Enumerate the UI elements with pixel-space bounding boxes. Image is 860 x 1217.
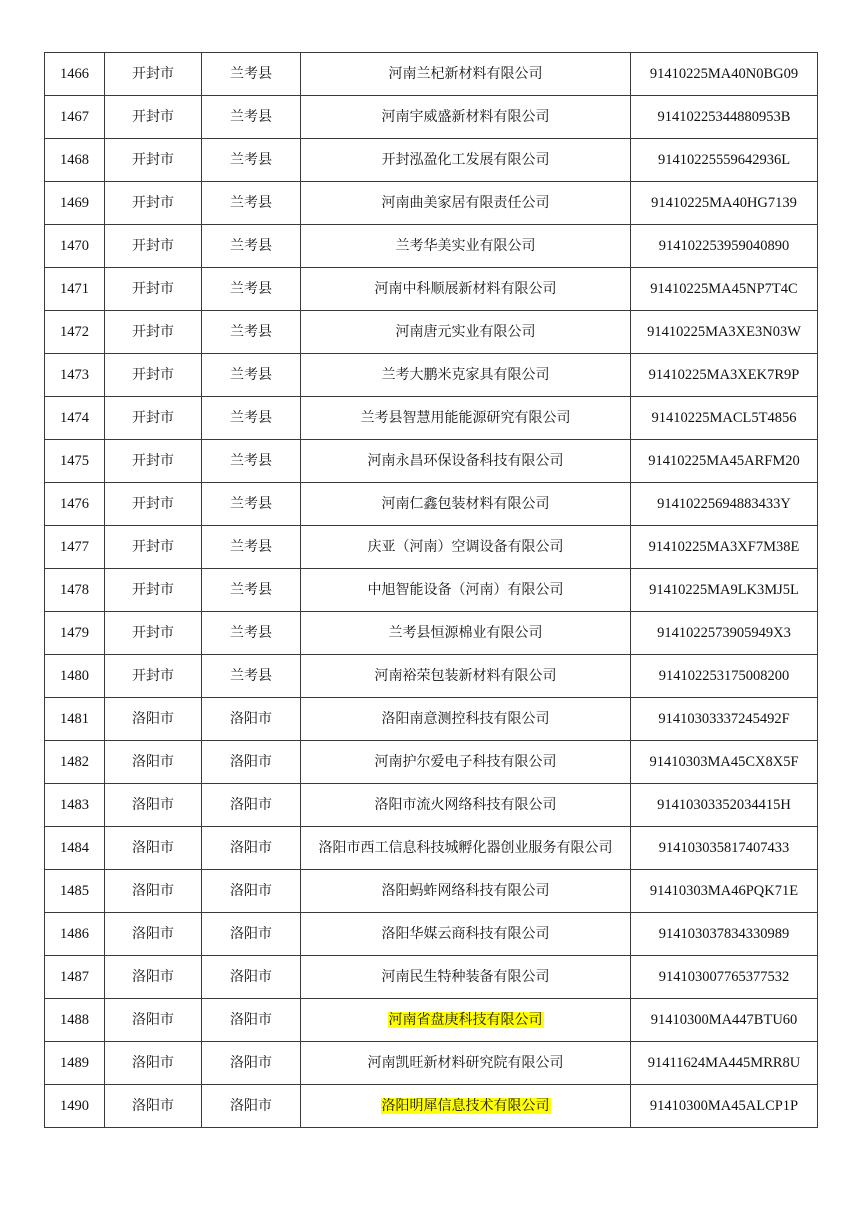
table-row [45,870,818,913]
county-cell: 兰考县 [202,655,301,698]
city-cell: 开封市 [105,569,202,612]
company-name-cell: 庆亚（河南）空调设备有限公司 [301,526,631,569]
credit-code-cell: 914102253175008200 [631,655,818,698]
city-cell: 洛阳市 [105,913,202,956]
row-number-cell: 1469 [45,182,105,225]
credit-code-cell: 91410225MA3XEK7R9P [631,354,818,397]
company-name-cell: 河南宇威盛新材料有限公司 [301,96,631,139]
row-number-cell: 1473 [45,354,105,397]
company-name-cell: 洛阳华媒云商科技有限公司 [301,913,631,956]
company-name-cell: 兰考县智慧用能能源研究有限公司 [301,397,631,440]
table-row [45,182,818,225]
row-number-cell: 1478 [45,569,105,612]
credit-code-cell: 91410300MA447BTU60 [631,999,818,1042]
table-row [45,956,818,999]
company-name-cell: 河南曲美家居有限责任公司 [301,182,631,225]
city-cell: 开封市 [105,268,202,311]
row-number-cell: 1479 [45,612,105,655]
county-cell: 兰考县 [202,526,301,569]
credit-code-cell: 91410225559642936L [631,139,818,182]
credit-code-cell: 91410303MA45CX8X5F [631,741,818,784]
county-cell: 兰考县 [202,354,301,397]
table-row [45,139,818,182]
county-cell: 洛阳市 [202,1085,301,1128]
table-body [45,53,818,1128]
company-name-cell: 兰考华美实业有限公司 [301,225,631,268]
credit-code-cell: 91411624MA445MRR8U [631,1042,818,1085]
row-number-cell: 1484 [45,827,105,870]
row-number-cell: 1470 [45,225,105,268]
table-row [45,268,818,311]
row-number-cell: 1485 [45,870,105,913]
table-row [45,96,818,139]
company-name-cell: 洛阳南意测控科技有限公司 [301,698,631,741]
row-number-cell: 1466 [45,53,105,96]
row-number-cell: 1489 [45,1042,105,1085]
city-cell: 洛阳市 [105,870,202,913]
table-row [45,569,818,612]
county-cell: 洛阳市 [202,698,301,741]
company-name-cell: 兰考县恒源棉业有限公司 [301,612,631,655]
credit-code-cell: 91410225MA40N0BG09 [631,53,818,96]
city-cell: 洛阳市 [105,827,202,870]
credit-code-cell: 91410225MA45NP7T4C [631,268,818,311]
county-cell: 兰考县 [202,311,301,354]
row-number-cell: 1482 [45,741,105,784]
row-number-cell: 1487 [45,956,105,999]
city-cell: 开封市 [105,311,202,354]
county-cell: 兰考县 [202,397,301,440]
row-number-cell: 1476 [45,483,105,526]
credit-code-cell: 91410225344880953B [631,96,818,139]
table-row [45,397,818,440]
county-cell: 兰考县 [202,440,301,483]
county-cell: 洛阳市 [202,741,301,784]
credit-code-cell: 914102253959040890 [631,225,818,268]
credit-code-cell: 91410225694883433Y [631,483,818,526]
table-row [45,526,818,569]
row-number-cell: 1475 [45,440,105,483]
company-name-cell: 中旭智能设备（河南）有限公司 [301,569,631,612]
table-row [45,1042,818,1085]
row-number-cell: 1488 [45,999,105,1042]
credit-code-cell: 91410225MA40HG7139 [631,182,818,225]
company-name-cell: 河南永昌环保设备科技有限公司 [301,440,631,483]
county-cell: 洛阳市 [202,999,301,1042]
credit-code-cell: 914103035817407433 [631,827,818,870]
company-name-cell: 河南护尔爱电子科技有限公司 [301,741,631,784]
county-cell: 洛阳市 [202,784,301,827]
table-row [45,53,818,96]
table-row [45,483,818,526]
table-row [45,655,818,698]
county-cell: 兰考县 [202,53,301,96]
county-cell: 洛阳市 [202,956,301,999]
company-name-cell: 兰考大鹏米克家具有限公司 [301,354,631,397]
credit-code-cell: 91410303337245492F [631,698,818,741]
city-cell: 洛阳市 [105,956,202,999]
credit-code-cell: 91410225MA3XF7M38E [631,526,818,569]
company-name-cell: 河南凯旺新材料研究院有限公司 [301,1042,631,1085]
credit-code-cell: 91410225MACL5T4856 [631,397,818,440]
city-cell: 开封市 [105,440,202,483]
city-cell: 洛阳市 [105,999,202,1042]
company-name-cell: 河南民生特种装备有限公司 [301,956,631,999]
county-cell: 兰考县 [202,268,301,311]
city-cell: 开封市 [105,526,202,569]
row-number-cell: 1486 [45,913,105,956]
table-row [45,440,818,483]
company-name-cell: 洛阳蚂蚱网络科技有限公司 [301,870,631,913]
row-number-cell: 1474 [45,397,105,440]
city-cell: 开封市 [105,182,202,225]
company-name-cell: 河南裕荣包装新材料有限公司 [301,655,631,698]
county-cell: 兰考县 [202,483,301,526]
table-row [45,741,818,784]
credit-code-cell: 914103037834330989 [631,913,818,956]
city-cell: 洛阳市 [105,741,202,784]
company-list-table [44,52,818,1128]
city-cell: 开封市 [105,397,202,440]
city-cell: 开封市 [105,139,202,182]
county-cell: 兰考县 [202,225,301,268]
credit-code-cell: 91410225MA3XE3N03W [631,311,818,354]
county-cell: 洛阳市 [202,870,301,913]
row-number-cell: 1477 [45,526,105,569]
row-number-cell: 1467 [45,96,105,139]
table-row [45,612,818,655]
credit-code-cell: 91410225MA45ARFM20 [631,440,818,483]
county-cell: 洛阳市 [202,1042,301,1085]
city-cell: 洛阳市 [105,1042,202,1085]
highlighted-company-name: 河南省盘庚科技有限公司 [388,1012,543,1028]
table-row [45,999,818,1042]
credit-code-cell: 91410225MA9LK3MJ5L [631,569,818,612]
county-cell: 兰考县 [202,612,301,655]
credit-code-cell: 91410300MA45ALCP1P [631,1085,818,1128]
row-number-cell: 1480 [45,655,105,698]
county-cell: 兰考县 [202,139,301,182]
city-cell: 开封市 [105,483,202,526]
row-number-cell: 1481 [45,698,105,741]
company-name-cell [301,999,631,1042]
row-number-cell: 1490 [45,1085,105,1128]
table-row [45,784,818,827]
table-row [45,311,818,354]
company-name-cell: 河南兰杞新材料有限公司 [301,53,631,96]
company-name-cell: 洛阳市流火网络科技有限公司 [301,784,631,827]
credit-code-cell: 914103007765377532 [631,956,818,999]
city-cell: 开封市 [105,225,202,268]
company-name-cell: 洛阳市西工信息科技城孵化器创业服务有限公司 [301,827,631,870]
city-cell: 开封市 [105,655,202,698]
company-name-cell: 开封泓盈化工发展有限公司 [301,139,631,182]
row-number-cell: 1468 [45,139,105,182]
city-cell: 开封市 [105,96,202,139]
city-cell: 洛阳市 [105,698,202,741]
table-row [45,913,818,956]
row-number-cell: 1472 [45,311,105,354]
table-row [45,698,818,741]
table-row [45,1085,818,1128]
row-number-cell: 1471 [45,268,105,311]
table-row [45,225,818,268]
city-cell: 洛阳市 [105,784,202,827]
company-name-cell [301,1085,631,1128]
company-name-cell: 河南中科顺展新材料有限公司 [301,268,631,311]
company-name-cell: 河南仁鑫包装材料有限公司 [301,483,631,526]
credit-code-cell: 9141022573905949X3 [631,612,818,655]
county-cell: 兰考县 [202,569,301,612]
city-cell: 开封市 [105,53,202,96]
county-cell: 兰考县 [202,96,301,139]
city-cell: 开封市 [105,354,202,397]
credit-code-cell: 91410303352034415H [631,784,818,827]
table-row [45,827,818,870]
county-cell: 洛阳市 [202,827,301,870]
company-name-cell: 河南唐元实业有限公司 [301,311,631,354]
highlighted-company-name: 洛阳明犀信息技术有限公司 [381,1098,550,1114]
county-cell: 兰考县 [202,182,301,225]
city-cell: 洛阳市 [105,1085,202,1128]
row-number-cell: 1483 [45,784,105,827]
table-row [45,354,818,397]
city-cell: 开封市 [105,612,202,655]
credit-code-cell: 91410303MA46PQK71E [631,870,818,913]
county-cell: 洛阳市 [202,913,301,956]
